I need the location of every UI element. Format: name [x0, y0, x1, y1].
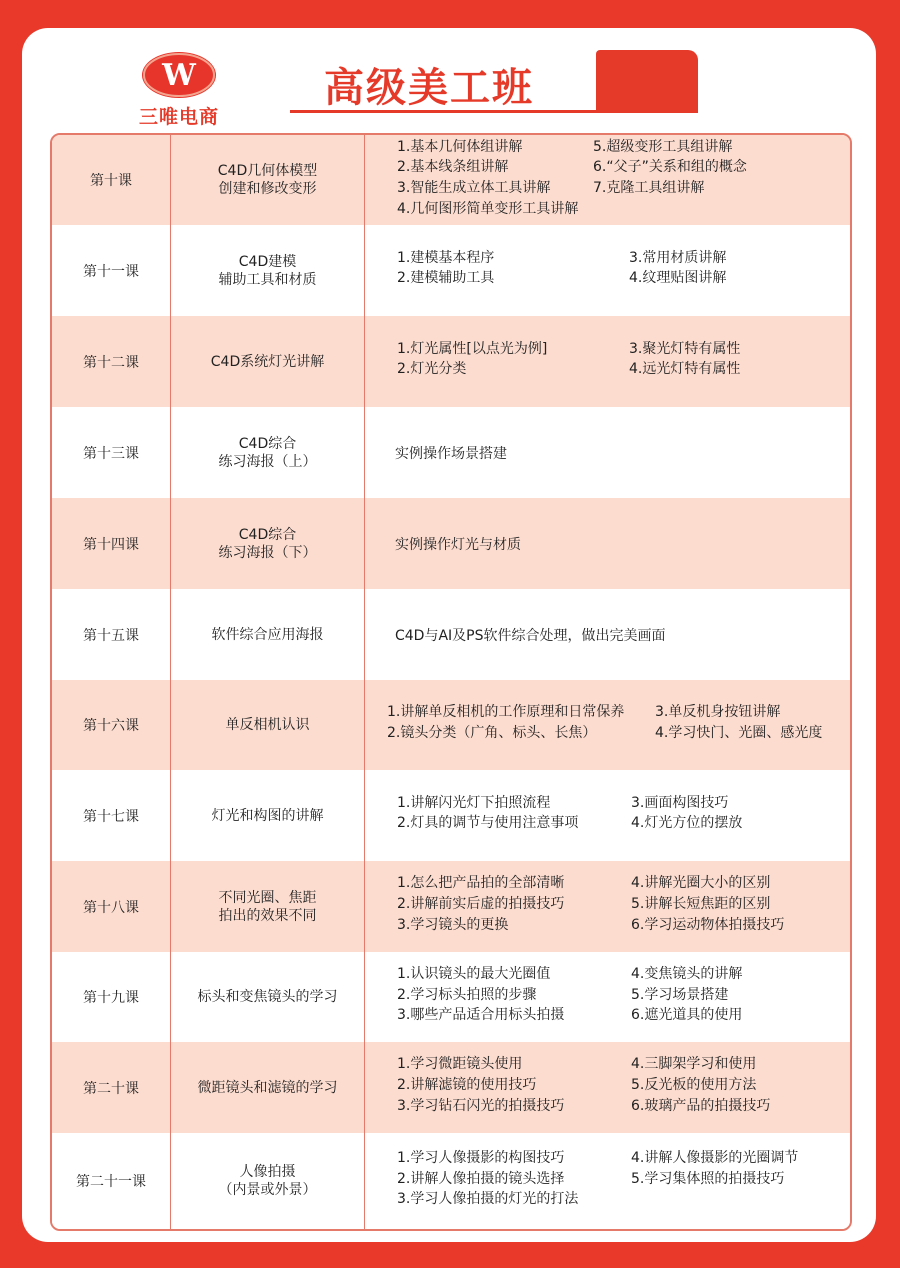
content-item: 4.远光灯特有属性 [629, 361, 741, 378]
lesson-topic [171, 680, 365, 770]
content-column-left [397, 339, 547, 380]
content-column-left [397, 793, 578, 834]
lesson-number: 第十六课 [52, 680, 171, 770]
lesson-topic [171, 1133, 365, 1229]
content-item: 3.单反机身按钮讲解 [655, 704, 781, 721]
topic-line: 单反相机认识 [225, 717, 310, 733]
brand-name: 三唯电商 [138, 106, 219, 128]
content-item: 2.镜头分类（广角、标头、长焦） [387, 724, 597, 741]
lesson-topic [171, 135, 365, 225]
topic-line: C4D综合 [238, 435, 297, 452]
content-column-right [631, 1148, 798, 1189]
lesson-number: 第十五课 [52, 589, 171, 680]
content-column-left [397, 137, 578, 220]
topic-line: C4D建模 [238, 253, 297, 270]
topic-line: C4D综合 [238, 526, 297, 543]
content-item: 2.基本线条组讲解 [397, 159, 509, 176]
lesson-content [365, 1133, 850, 1229]
content-item: 4.讲解光圈大小的区别 [631, 875, 771, 892]
content-column-right [631, 873, 784, 935]
table-row [52, 589, 850, 680]
content-item: 2.灯光分类 [397, 361, 467, 378]
table-row [52, 407, 850, 498]
lesson-topic [171, 770, 365, 861]
content-text: C4D与AI及PS软件综合处理，做出完美画面 [395, 627, 666, 644]
content-item: 5.学习场景搭建 [631, 986, 729, 1003]
title-accent-block [596, 50, 698, 112]
content-column-right [631, 1054, 770, 1116]
content-column-left [397, 873, 564, 935]
lesson-number: 第十一课 [52, 225, 171, 316]
content-column-right [593, 137, 747, 199]
content-item: 3.学习镜头的更换 [397, 916, 509, 933]
lesson-content [365, 225, 850, 316]
content-item: 4.学习快门、光圈、感光度 [655, 724, 823, 741]
topic-line: 创建和修改变形 [218, 181, 317, 197]
topic-line: （内景或外景） [218, 1182, 317, 1198]
content-item: 1.怎么把产品拍的全部清晰 [397, 875, 565, 892]
course-table [50, 133, 852, 1231]
lesson-topic [171, 498, 365, 589]
lesson-content [365, 861, 850, 952]
content-text: 实例操作灯光与材质 [395, 536, 521, 553]
lesson-content [365, 680, 850, 770]
content-item: 4.灯光方位的摆放 [631, 815, 743, 832]
content-column-left [387, 702, 624, 743]
lesson-number: 第十四课 [52, 498, 171, 589]
table-row [52, 861, 850, 952]
content-text: 实例操作场景搭建 [395, 445, 507, 462]
content-item: 2.学习标头拍照的步骤 [397, 986, 537, 1003]
lesson-topic [171, 1042, 365, 1133]
title-banner [290, 50, 698, 112]
lesson-number: 第十课 [52, 135, 171, 225]
lesson-number: 第二十一课 [52, 1133, 171, 1229]
content-item: 3.常用材质讲解 [629, 249, 727, 266]
content-item: 3.哪些产品适合用标头拍摄 [397, 1007, 565, 1024]
topic-line: 不同光圈、焦距 [218, 889, 317, 906]
content-column-right [631, 964, 742, 1026]
content-item: 4.三脚架学习和使用 [631, 1056, 757, 1073]
content-column-left [397, 248, 494, 289]
lesson-content [365, 1042, 850, 1133]
topic-line: 拍出的效果不同 [218, 907, 317, 924]
content-item: 4.纹理贴图讲解 [629, 270, 727, 287]
lesson-content [365, 316, 850, 407]
table-row [52, 498, 850, 589]
content-item: 4.几何图形简单变形工具讲解 [397, 200, 579, 217]
lesson-content [365, 407, 850, 498]
lesson-content [365, 135, 850, 225]
lesson-topic [171, 861, 365, 952]
lesson-topic [171, 316, 365, 407]
content-item: 1.灯光属性[以点光为例] [397, 340, 548, 357]
content-item: 2.讲解前实后虚的拍摄技巧 [397, 896, 565, 913]
topic-line: 微距镜头和滤镜的学习 [197, 1079, 338, 1096]
content-item: 5.学习集体照的拍摄技巧 [631, 1170, 785, 1187]
lesson-number: 第十七课 [52, 770, 171, 861]
svg-text:W: W [162, 58, 196, 93]
topic-line: 标头和变焦镜头的学习 [197, 989, 338, 1005]
content-item: 3.画面构图技巧 [631, 794, 729, 811]
content-column-left [397, 1054, 564, 1116]
content-item: 6.学习运动物体拍摄技巧 [631, 916, 785, 933]
page-title: 高级美工班 [324, 65, 534, 111]
lesson-topic [171, 407, 365, 498]
table-row [52, 770, 850, 861]
content-item: 6.“父子”关系和组的概念 [593, 159, 747, 176]
content-column-right [655, 702, 822, 743]
content-item: 2.讲解人像拍摄的镜头选择 [397, 1170, 565, 1187]
topic-line: 练习海报（下） [218, 544, 317, 561]
topic-line: 软件综合应用海报 [211, 626, 324, 643]
lesson-content [365, 952, 850, 1042]
content-item: 5.反光板的使用方法 [631, 1077, 757, 1094]
content-item: 6.玻璃产品的拍摄技巧 [631, 1097, 771, 1114]
content-item: 1.学习人像摄影的构图技巧 [397, 1149, 565, 1166]
table-row [52, 135, 850, 225]
content-item: 3.智能生成立体工具讲解 [397, 179, 551, 196]
flyer-page [22, 28, 876, 1242]
content-item: 1.建模基本程序 [397, 249, 495, 266]
content-item: 7.克隆工具组讲解 [593, 179, 705, 196]
lesson-content [365, 498, 850, 589]
lesson-number: 第十二课 [52, 316, 171, 407]
content-item: 5.超级变形工具组讲解 [593, 138, 733, 155]
content-item: 5.讲解长短焦距的区别 [631, 896, 771, 913]
table-row [52, 680, 850, 770]
lesson-number: 第十三课 [52, 407, 171, 498]
content-item: 2.讲解滤镜的使用技巧 [397, 1077, 537, 1094]
content-column-right [629, 248, 726, 289]
table-row [52, 316, 850, 407]
lesson-topic [171, 952, 365, 1042]
content-item: 1.讲解单反相机的工作原理和日常保养 [387, 704, 625, 721]
content-item: 4.讲解人像摄影的光圈调节 [631, 1149, 799, 1166]
topic-line: 灯光和构图的讲解 [211, 807, 324, 824]
topic-line: 练习海报（上） [218, 453, 317, 470]
content-item: 3.学习钻石闪光的拍摄技巧 [397, 1097, 565, 1114]
lesson-topic [171, 225, 365, 316]
content-item: 3.聚光灯特有属性 [629, 340, 741, 357]
table-row [52, 1133, 850, 1229]
topic-line: C4D系统灯光讲解 [210, 353, 325, 370]
topic-line: C4D几何体模型 [217, 163, 318, 179]
content-item: 1.认识镜头的最大光圈值 [397, 965, 551, 982]
lesson-number: 第十九课 [52, 952, 171, 1042]
content-item: 1.基本几何体组讲解 [397, 138, 523, 155]
content-column-right [631, 793, 742, 834]
w-logo-icon [142, 52, 216, 98]
table-row [52, 952, 850, 1042]
topic-line: 辅助工具和材质 [218, 271, 317, 288]
table-row [52, 1042, 850, 1133]
brand-logo-mark [142, 52, 216, 98]
content-item: 3.学习人像拍摄的灯光的打法 [397, 1191, 579, 1208]
content-item: 1.学习微距镜头使用 [397, 1056, 523, 1073]
content-item: 6.遮光道具的使用 [631, 1007, 743, 1024]
lesson-content [365, 770, 850, 861]
content-column-left [397, 1148, 578, 1210]
lesson-topic [171, 589, 365, 680]
lesson-content [365, 589, 850, 680]
lesson-number: 第十八课 [52, 861, 171, 952]
table-row [52, 225, 850, 316]
content-item: 1.讲解闪光灯下拍照流程 [397, 794, 551, 811]
content-item: 2.建模辅助工具 [397, 270, 495, 287]
lesson-number: 第二十课 [52, 1042, 171, 1133]
content-column-left [397, 964, 564, 1026]
content-item: 2.灯具的调节与使用注意事项 [397, 815, 579, 832]
content-item: 4.变焦镜头的讲解 [631, 965, 743, 982]
content-column-right [629, 339, 740, 380]
topic-line: 人像拍摄 [239, 1164, 296, 1180]
